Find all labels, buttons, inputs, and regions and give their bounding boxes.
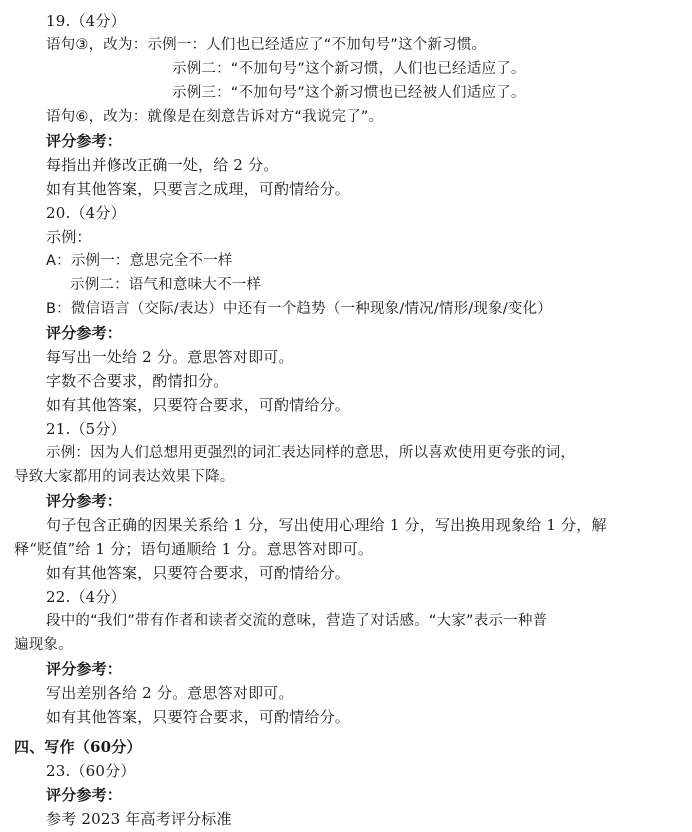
- scoring-line: 句子包含正确的因果关系给 1 分，写出使用心理给 1 分，写出换用现象给 1 分，解: [46, 516, 607, 534]
- scoring-reference-label: 评分参考：: [46, 786, 123, 804]
- q22-heading: 22.（4分）: [46, 588, 126, 606]
- scoring-line: 如有其他答案，只要符合要求，可酌情给分。: [46, 396, 351, 414]
- q20-b-answer: B：微信语言（交际/表达）中还有一个趋势（一种现象/情况/情形/现象/变化）: [46, 301, 552, 317]
- q23-heading: 23.（60分）: [46, 762, 136, 780]
- scoring-line: 如有其他答案，只要符合要求，可酌情给分。: [46, 708, 351, 726]
- scoring-line: 如有其他答案，只要符合要求，可酌情给分。: [46, 564, 351, 582]
- q21-heading: 21.（5分）: [46, 420, 126, 438]
- q20-a-example-1: A：示例一：意思完全不一样: [46, 253, 233, 269]
- q21-example-line-2: 导致大家都用的词表达效果下降。: [14, 469, 235, 485]
- section-four-heading: 四、写作（60分）: [14, 738, 142, 756]
- q22-answer-line-2: 遍现象。: [14, 637, 73, 653]
- q19-example-2: 示例二：“不加句号”这个新习惯，人们也已经适应了。: [172, 61, 526, 77]
- scoring-reference-label: 评分参考：: [46, 660, 123, 678]
- scoring-reference-label: 评分参考：: [46, 324, 123, 342]
- q20-a-example-2: 示例二：语气和意味大不一样: [70, 277, 262, 293]
- q19-example-3: 示例三：“不加句号”这个新习惯也已经被人们适应了。: [172, 85, 526, 101]
- q22-answer-line-1: 段中的“我们”带有作者和读者交流的意味，营造了对话感。“大家”表示一种普: [46, 613, 548, 629]
- q20-heading: 20.（4分）: [46, 204, 126, 222]
- scoring-line: 参考 2023 年高考评分标准: [46, 810, 232, 828]
- q19-sentence-6: 语句⑥，改为：就像是在刻意告诉对方“我说完了”。: [46, 109, 384, 125]
- q19-heading: 19.（4分）: [46, 12, 126, 30]
- q20-example-label: 示例：: [46, 228, 92, 246]
- scoring-line: 字数不合要求，酌情扣分。: [46, 372, 229, 390]
- scoring-line: 如有其他答案，只要言之成理，可酌情给分。: [46, 180, 351, 198]
- scoring-line: 写出差别各给 2 分。意思答对即可。: [46, 684, 294, 702]
- scoring-line: 每指出并修改正确一处，给 2 分。: [46, 156, 279, 174]
- scoring-reference-label: 评分参考：: [46, 132, 123, 150]
- scoring-reference-label: 评分参考：: [46, 492, 123, 510]
- q19-answer-line: 语句③，改为：示例一：人们也已经适应了“不加句号”这个新习惯。: [46, 37, 487, 53]
- q21-example-line-1: 示例：因为人们总想用更强烈的词汇表达同样的意思，所以喜欢使用更夸张的词，: [46, 445, 576, 461]
- scoring-line: 每写出一处给 2 分。意思答对即可。: [46, 348, 294, 366]
- scoring-line: 释“贬值”给 1 分；语句通顺给 1 分。意思答对即可。: [14, 540, 374, 558]
